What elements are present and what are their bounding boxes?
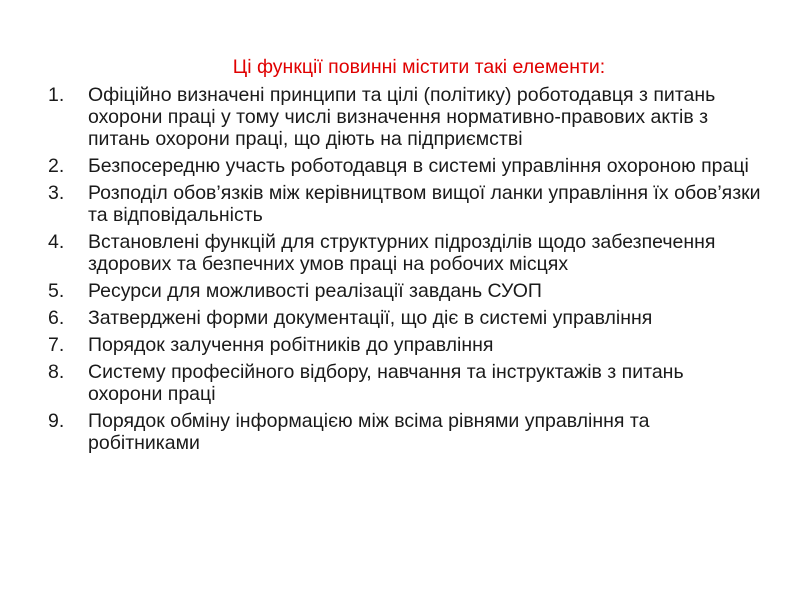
list-item-text: Систему професійного відбору, навчання та інструктажів з питань охорони праці (88, 361, 684, 405)
list-item-text: Безпосередню участь роботодавця в системі управління охороною праці (88, 155, 749, 177)
list-item (48, 155, 762, 177)
list-item-number: 8. (48, 361, 65, 383)
list-item (48, 307, 762, 329)
list-item (48, 410, 762, 454)
list-item (48, 84, 762, 150)
list-item-text: Ресурси для можливості реалізації завдань СУОП (88, 280, 542, 302)
list-item-number: 1. (48, 84, 65, 106)
list-item (48, 231, 762, 275)
list-item (48, 334, 762, 356)
list-item (48, 280, 762, 302)
list-item-text: Затверджені форми документації, що діє в системі управління (88, 307, 653, 329)
list-item (48, 361, 762, 405)
list-item-number: 3. (48, 182, 65, 204)
list-item (48, 182, 762, 226)
list-item-text: Порядок залучення робітників до управління (88, 334, 494, 356)
slide-title: Ці функції повинні містити такі елементи: (232, 56, 606, 78)
list-item-number: 2. (48, 155, 65, 177)
list-item-number: 9. (48, 410, 65, 432)
list-item-text: Розподіл обов’язків між керівництвом вищої ланки управління їх обов’язки та відповідальність (88, 182, 761, 226)
numbered-list (48, 84, 762, 454)
list-item-number: 5. (48, 280, 65, 302)
list-item-text: Встановлені функцій для структурних підрозділів щодо забезпечення здорових та безпечних умов праці на робочих місцях (88, 231, 716, 275)
list-item-number: 7. (48, 334, 65, 356)
list-item-number: 4. (48, 231, 65, 253)
list-item-number: 6. (48, 307, 65, 329)
list-item-text: Офіційно визначені принципи та цілі (політику) роботодавця з питань охорони праці у тому числі визначення нормативно-правових актів з питань охорони праці, що діють на підприємстві (88, 84, 716, 150)
list-item-text: Порядок обміну інформацією між всіма рівнями управління та робітниками (88, 410, 650, 454)
